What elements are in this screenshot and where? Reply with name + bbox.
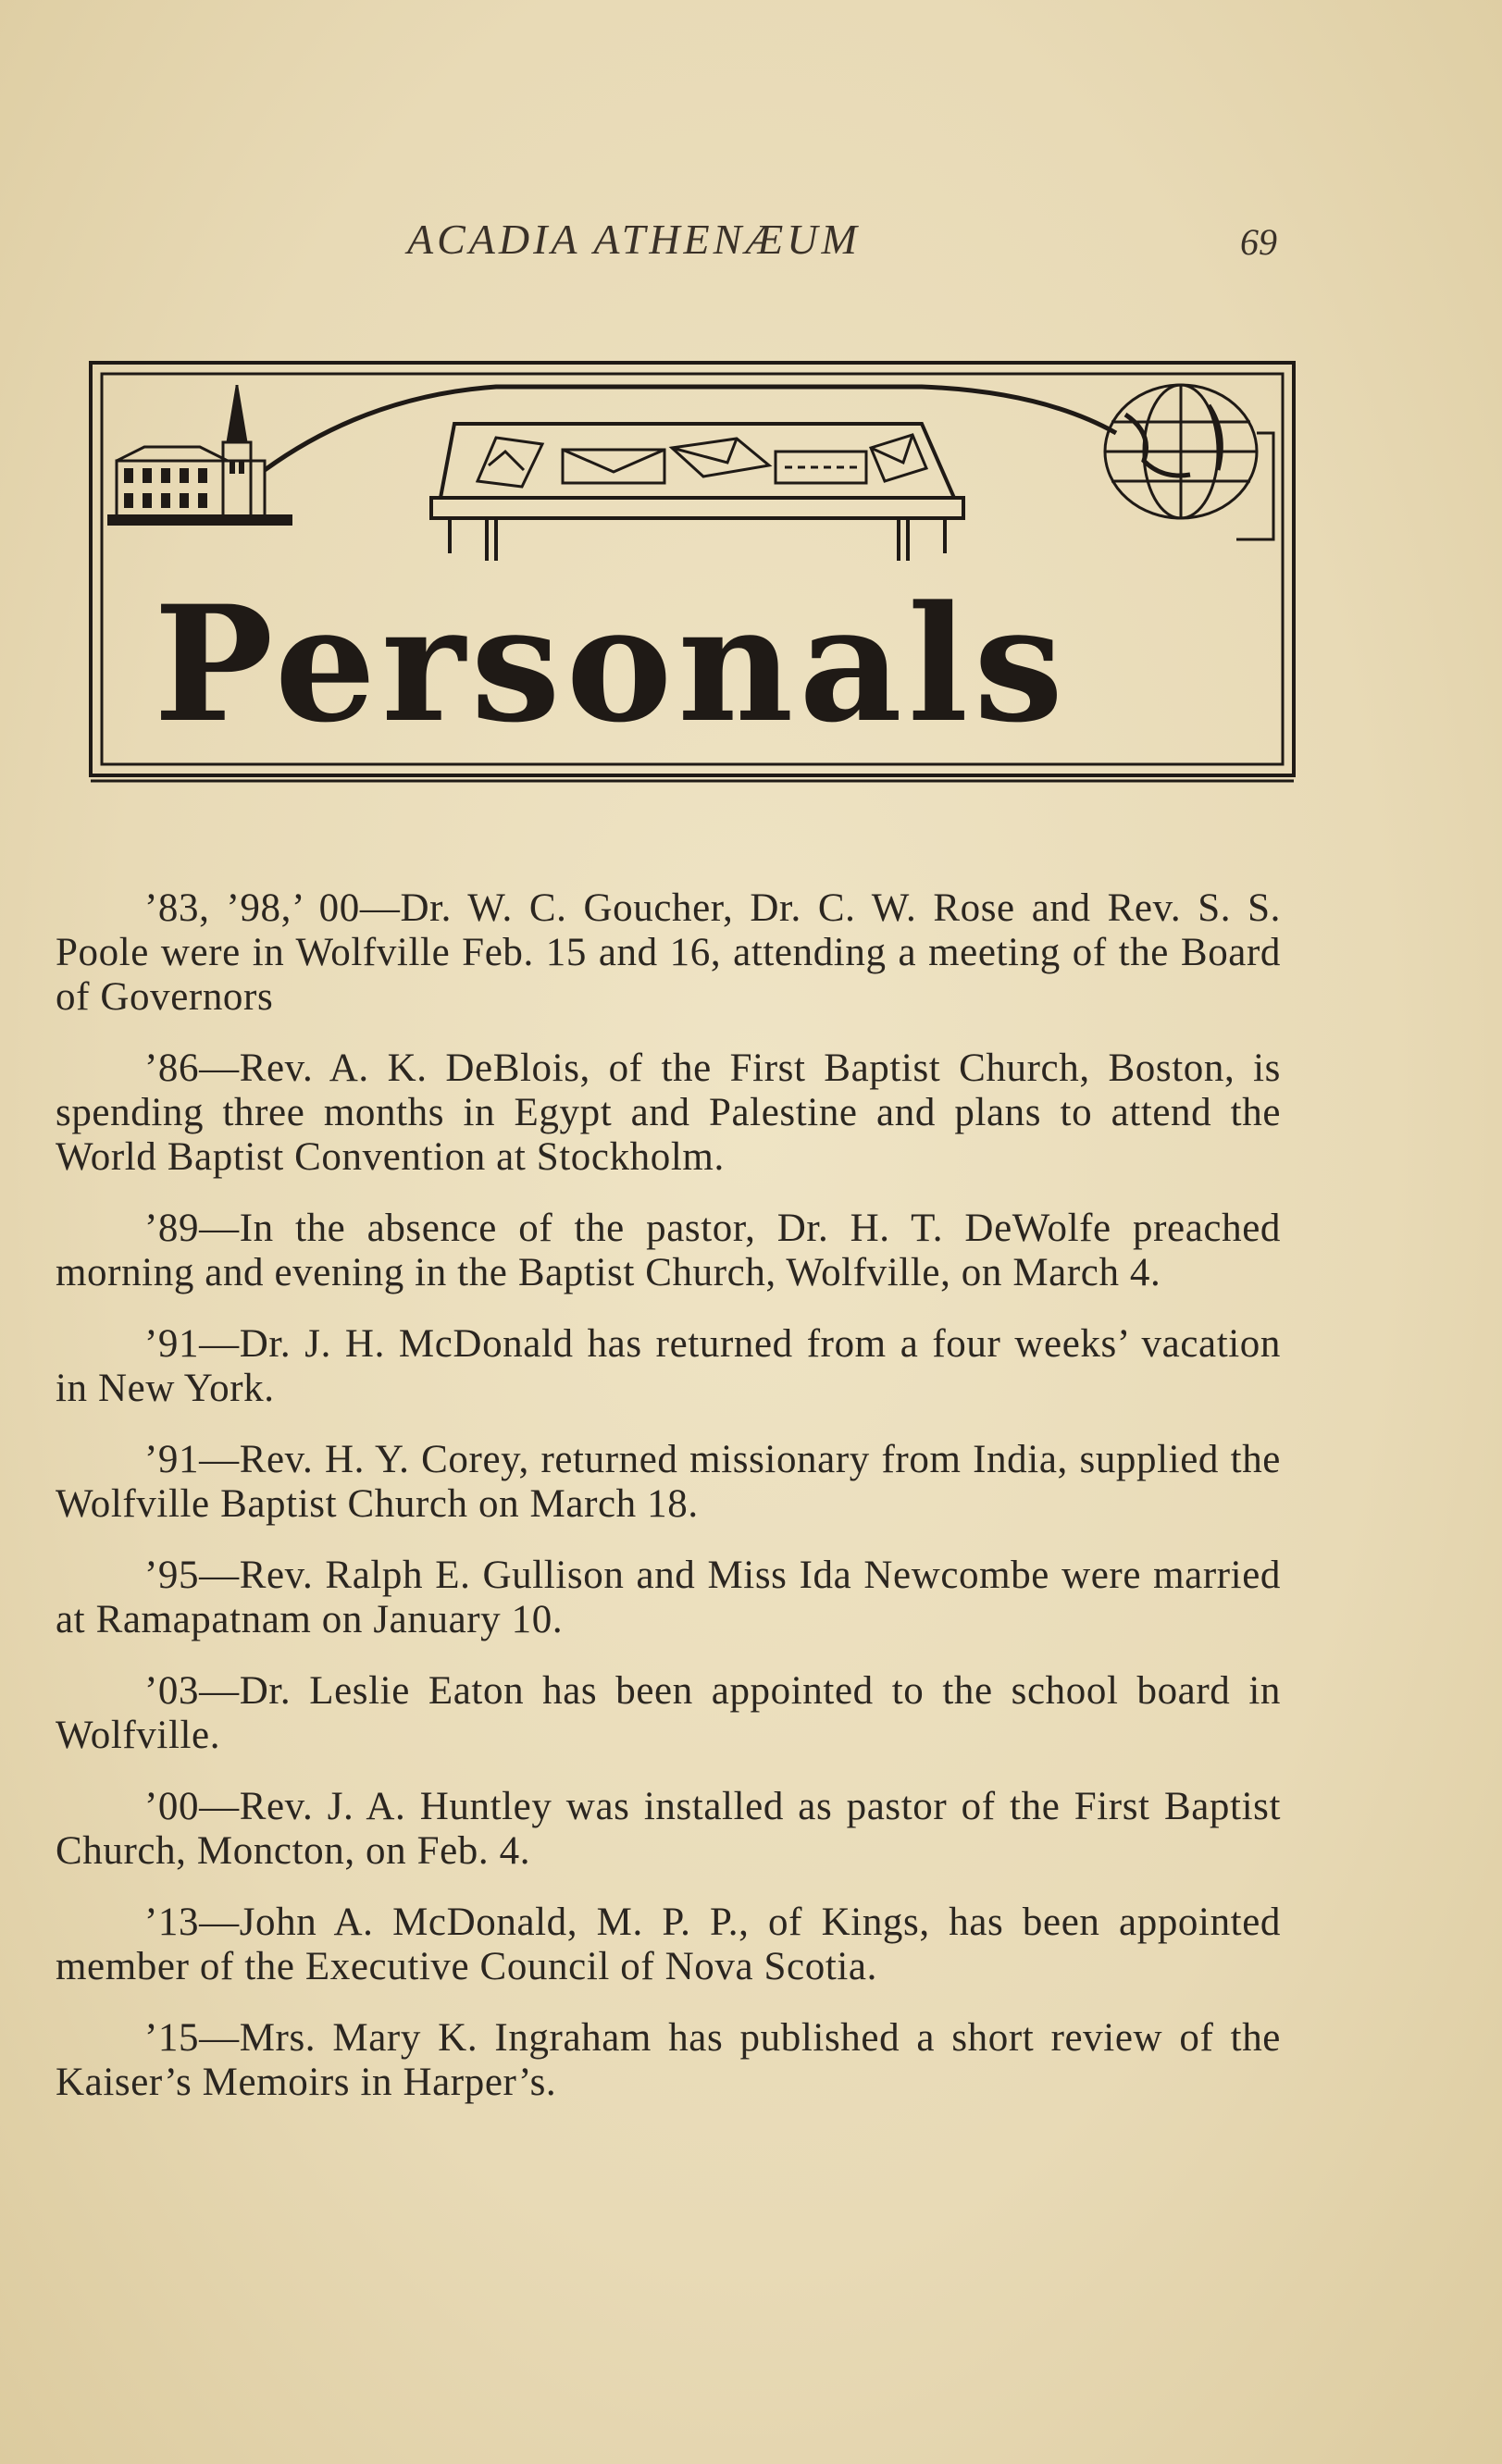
personal-entry: ’86—Rev. A. K. DeBlois, of the First Baptist Church, Boston, is spending three months in Egypt and Palestine and plans to attend the World Baptist Convention at Stockholm.: [56, 1046, 1281, 1179]
personals-entries: [56, 886, 1281, 2132]
page-number: 69: [1240, 221, 1277, 263]
college-buildings-icon: [107, 385, 292, 526]
personal-entry: ’83, ’98,’ 00—Dr. W. C. Goucher, Dr. C. W. Rose and Rev. S. S. Poole were in Wolfville Feb. 15 and 16, attending a meeting of the Board of Governors: [56, 886, 1281, 1019]
banner-title: Personals: [154, 570, 1069, 758]
globe-icon: [1105, 385, 1273, 539]
personal-entry: ’95—Rev. Ralph E. Gullison and Miss Ida Newcombe were married at Ramapatnam on January 10.: [56, 1554, 1281, 1641]
desk-with-letters-icon: [431, 424, 963, 561]
personal-entry: ’13—John A. McDonald, M. P. P., of Kings, has been appointed member of the Executive Council of Nova Scotia.: [56, 1901, 1281, 1988]
personal-entry: ’00—Rev. J. A. Huntley was installed as pastor of the First Baptist Church, Moncton, on Feb. 4.: [56, 1785, 1281, 1873]
journal-title: ACADIA ATHENÆUM: [407, 216, 861, 263]
personal-entry: ’89—In the absence of the pastor, Dr. H. T. DeWolfe preached morning and evening in the Baptist Church, Wolfville, on March 4.: [56, 1207, 1281, 1294]
personal-entry: ’91—Dr. J. H. McDonald has returned from a four weeks’ vacation in New York.: [56, 1322, 1281, 1410]
personal-entry: ’03—Dr. Leslie Eaton has been appointed to the school board in Wolfville.: [56, 1669, 1281, 1757]
running-head: [0, 215, 1502, 270]
personal-entry: ’91—Rev. H. Y. Corey, returned missionary from India, supplied the Wolfville Baptist Church on March 18.: [56, 1438, 1281, 1526]
personal-entry: ’15—Mrs. Mary K. Ingraham has published a short review of the Kaiser’s Memoirs in Harper’s.: [56, 2016, 1281, 2104]
personals-banner: [89, 359, 1297, 786]
